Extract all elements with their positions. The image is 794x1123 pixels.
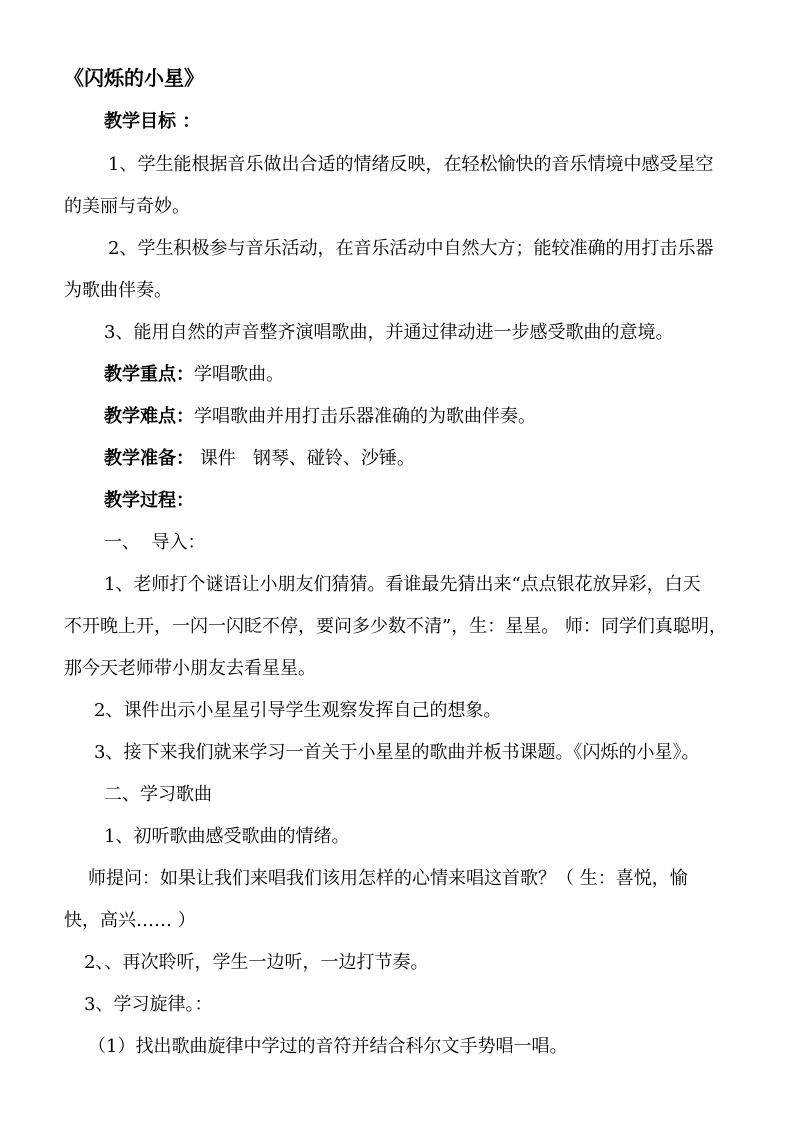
teacher-question-line-1: 师提问：如果让我们来唱我们该用怎样的心情来唱这首歌？（ 生：喜悦，愉 (88, 868, 688, 889)
teacher-question-line-2: 快，高兴…… ） (64, 910, 196, 931)
document-title: 《闪烁的小星》 (64, 66, 204, 90)
objective-1-line-2: 的美丽与奇妙。 (64, 196, 190, 217)
difficulty-row (104, 405, 536, 429)
step-1-line-2: 不开晚上开，一闪一闪眨不停，要问多少数不清”，生：星星。 师：同学们真聪明， (64, 616, 727, 637)
key-point-label: 教学重点： (104, 364, 194, 385)
objectives-heading: 教学目标 ： (104, 111, 201, 132)
difficulty-text: 学唱歌曲并用打击乐器准确的为歌曲伴奏。 (194, 406, 536, 427)
objective-2-line-1: 2、学生积极参与音乐活动，在音乐活动中自然大方；能较准确的用打击乐器 (108, 238, 714, 259)
key-point-row (104, 363, 284, 387)
step-1-line-3: 那今天老师带小朋友去看星星。 (64, 658, 316, 679)
preparation-row (104, 447, 415, 471)
learn-step-2: 2、、再次聆听，学生一边听，一边打节奏。 (84, 952, 429, 973)
section-1-heading: 一、 导入： (104, 532, 206, 553)
section-2-heading: 二、学习歌曲 (104, 784, 212, 805)
key-point-text: 学唱歌曲。 (194, 364, 284, 385)
learn-step-1: 1、初听歌曲感受歌曲的情绪。 (104, 826, 350, 847)
learn-step-3: 3、学习旋律。： (84, 994, 213, 1015)
learn-step-3-sub-1: （1）找出歌曲旋律中学过的音符并结合科尔文手势唱一唱。 (88, 1036, 568, 1057)
objective-3: 3、能用自然的声音整齐演唱歌曲，并通过律动进一步感受歌曲的意境。 (104, 322, 674, 343)
step-1-line-1: 1、老师打个谜语让小朋友们猜猜。看谁最先猜出来“点点银花放异彩，白天 (104, 574, 701, 595)
objective-1-line-1: 1、学生能根据音乐做出合适的情绪反映，在轻松愉快的音乐情境中感受星空 (108, 154, 714, 175)
preparation-label: 教学准备： (104, 448, 194, 469)
step-3: 3、接下来我们就来学习一首关于小星星的歌曲并板书课题。《闪烁的小星》。 (94, 742, 700, 763)
process-heading: 教学过程： (104, 490, 194, 511)
difficulty-label: 教学难点： (104, 406, 194, 427)
preparation-text: 课件 钢琴、碰铃、沙锤。 (194, 448, 415, 469)
step-2: 2、课件出示小星星引导学生观察发挥自己的想象。 (94, 700, 502, 721)
objective-2-line-2: 为歌曲伴奏。 (64, 280, 172, 301)
